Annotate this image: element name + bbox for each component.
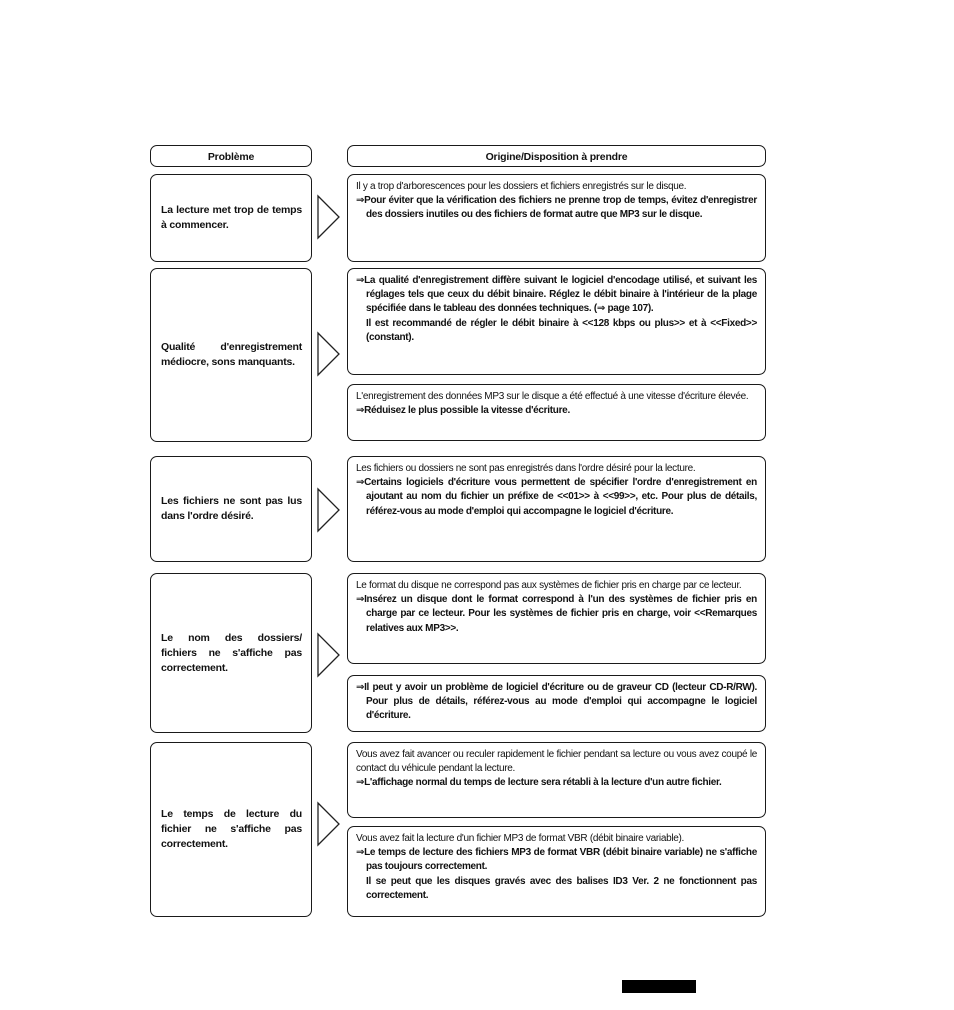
arrow-right-icon: [317, 332, 341, 376]
problem-text: Le nom des dossiers/ fichiers ne s'affiche pas correctement.: [161, 631, 302, 674]
problem-box: [150, 742, 312, 917]
page-tab-bar: [622, 980, 696, 993]
problem-text: Les fichiers ne sont pas lus dans l'ordre désiré.: [161, 495, 302, 522]
arrow-right-icon: [317, 195, 341, 239]
cause-text: L'enregistrement des données MP3 sur le disque a été effectué à une vitesse d'écriture élevée.: [356, 391, 749, 402]
problem-box: [150, 174, 312, 262]
cause-text: Vous avez fait avancer ou reculer rapidement le fichier pendant sa lecture ou vous avez coupé le contact du véhicule pendant la lecture.: [356, 749, 757, 775]
action-text: ⇒L'affichage normal du temps de lecture sera rétabli à la lecture d'un autre fichier.: [356, 777, 722, 789]
problem-text: Qualité d'enregistrement médiocre, sons manquants.: [161, 341, 302, 368]
action-text: ⇒Le temps de lecture des fichiers MP3 de format VBR (débit binaire variable) ne s'affiche pas toujours correctement.: [356, 847, 757, 873]
solution-box: [347, 456, 766, 562]
note-text: Il se peut que les disques gravés avec des balises ID3 Ver. 2 ne fonctionnent pas correctement.: [366, 875, 757, 901]
cause-text: Les fichiers ou dossiers ne sont pas enregistrés dans l'ordre désiré pour la lecture.: [356, 463, 696, 474]
cause-text: Il y a trop d'arborescences pour les dossiers et fichiers enregistrés sur le disque.: [356, 181, 687, 192]
solution-box: [347, 268, 766, 375]
arrow-right-icon: [317, 802, 341, 846]
problem-column-header: [150, 145, 312, 167]
problem-box: [150, 456, 312, 562]
action-text: ⇒Certains logiciels d'écriture vous permettent de spécifier l'ordre d'enregistrement en ajoutant au nom du fichier un préfixe de <<01>> à <<99>>, etc. Pour plus de détails, référez-vous au mode d'emploi qui accompagne le logiciel d'écriture.: [356, 477, 757, 517]
action-text: ⇒Il peut y avoir un problème de logiciel d'écriture ou de graveur CD (lecteur CD-R/RW). Pour plus de détails, référez-vous au mode d'emploi qui accompagne le logiciel d'écriture.: [356, 682, 757, 722]
solution-box: [347, 573, 766, 664]
problem-box: [150, 268, 312, 442]
note-text: Il est recommandé de régler le débit binaire à <<128 kbps ou plus>> et à <<Fixed>> (constant).: [366, 317, 757, 343]
solution-box: [347, 675, 766, 732]
solution-box: [347, 742, 766, 818]
solution-header-label: Origine/Disposition à prendre: [485, 150, 628, 163]
solution-box: [347, 174, 766, 262]
cause-text: Le format du disque ne correspond pas aux systèmes de fichier pris en charge par ce lecteur.: [356, 580, 742, 591]
action-text: ⇒Pour éviter que la vérification des fichiers ne prenne trop de temps, évitez d'enregistrer des dossiers inutiles ou des fichiers de format autre que MP3 sur le disque.: [356, 195, 757, 221]
problem-box: [150, 573, 312, 733]
arrow-right-icon: [317, 488, 341, 532]
action-text: ⇒La qualité d'enregistrement diffère suivant le logiciel d'encodage utilisé, et suivant les réglages tels que ceux du débit binaire. Réglez le débit binaire à l'intérieur de la plage spécifiée dans le tableau des données techniques. (⇒ page 107).: [356, 275, 757, 315]
solution-box: [347, 384, 766, 441]
problem-text: La lecture met trop de temps à commencer.: [161, 204, 302, 231]
action-text: ⇒Insérez un disque dont le format correspond à l'un des systèmes de fichier pris en charge par ce lecteur. Pour les systèmes de fichier pris en charge, voir <<Remarques relatives aux MP3>>.: [356, 594, 757, 634]
problem-header-label: Problème: [207, 150, 255, 163]
cause-text: Vous avez fait la lecture d'un fichier MP3 de format VBR (débit binaire variable).: [356, 833, 685, 844]
solution-column-header: [347, 145, 766, 167]
problem-text: Le temps de lecture du fichier ne s'affiche pas correctement.: [161, 808, 302, 850]
arrow-right-icon: [317, 633, 341, 677]
solution-box: [347, 826, 766, 917]
action-text: ⇒Réduisez le plus possible la vitesse d'écriture.: [356, 405, 570, 417]
